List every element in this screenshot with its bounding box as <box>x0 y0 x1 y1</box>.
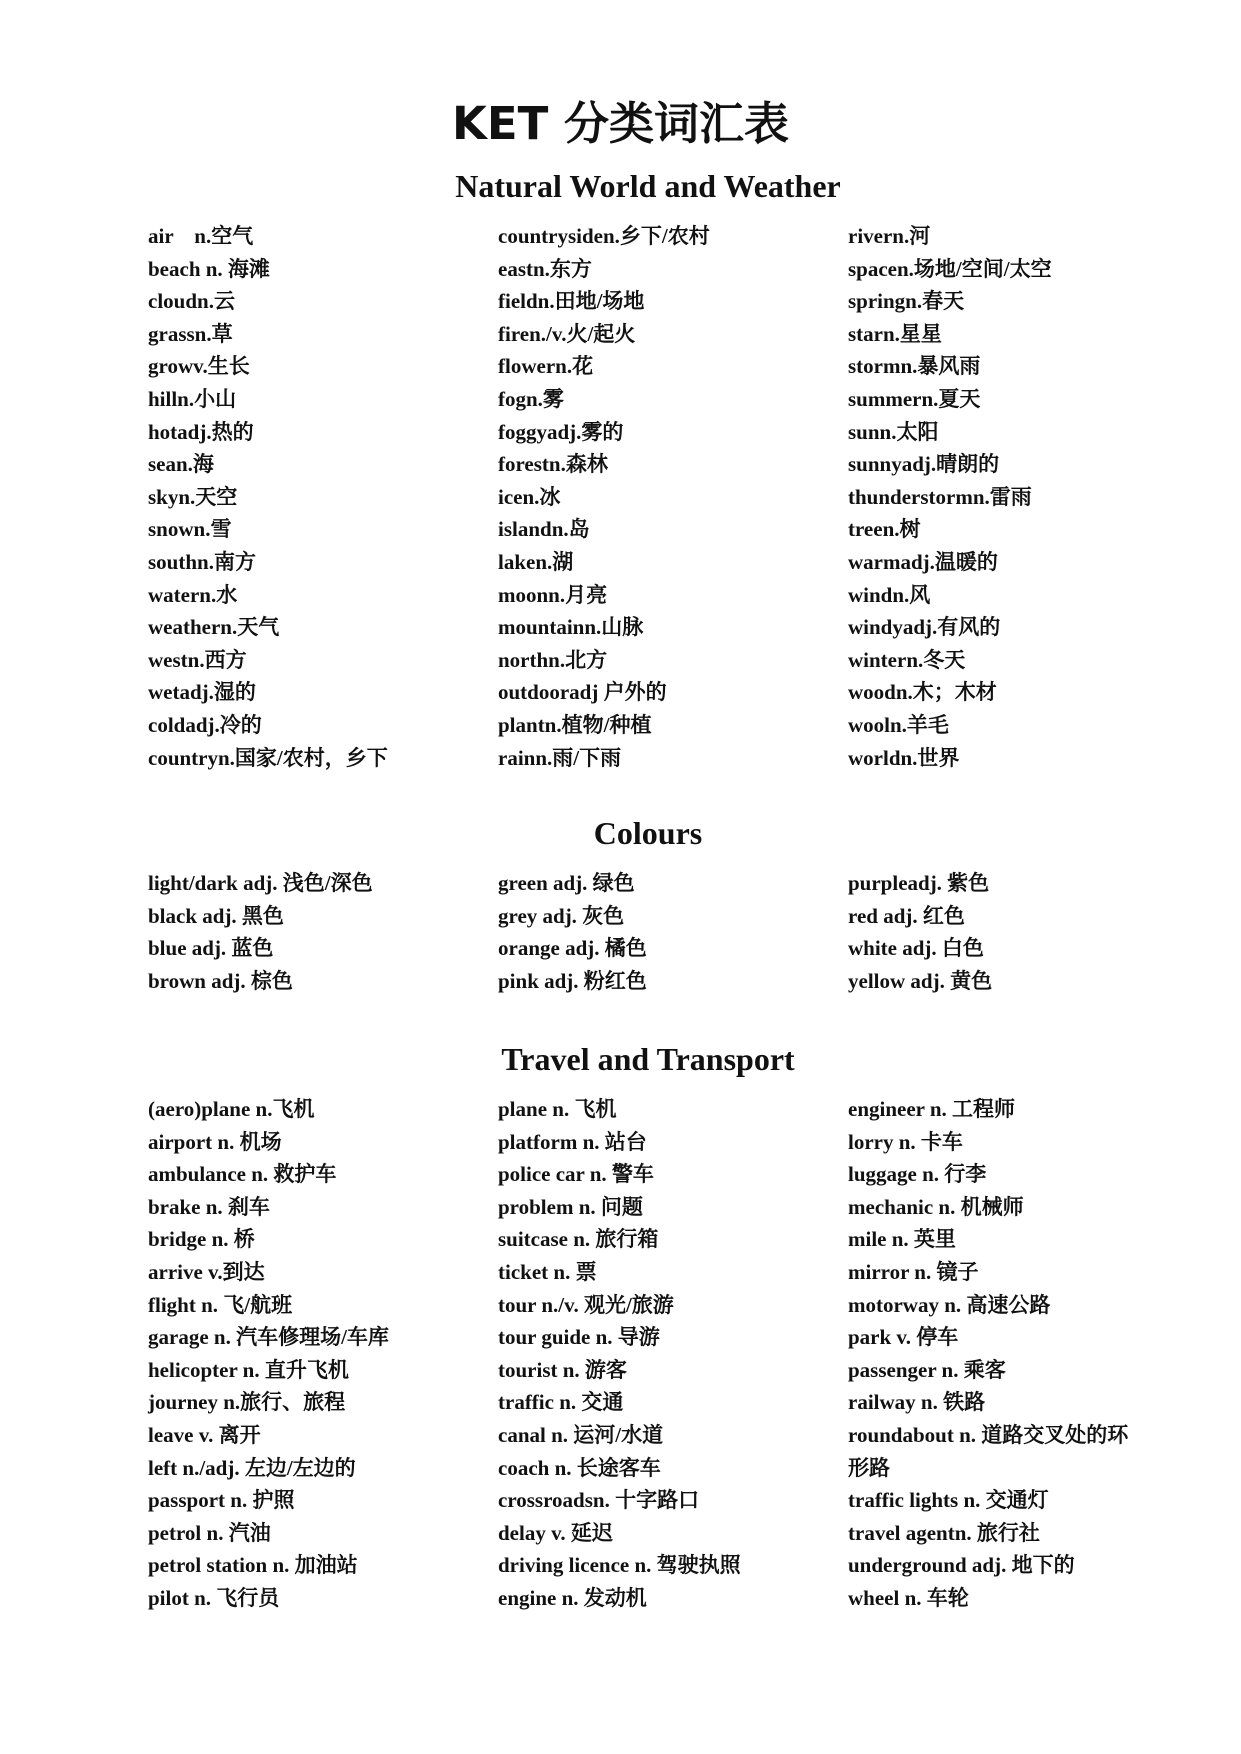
vocab-entry: left n./adj. 左边/左边的 <box>148 1455 356 1480</box>
vocab-entry: problem n. 问题 <box>498 1194 643 1219</box>
vocab-column-3 <box>848 1093 1148 1615</box>
vocab-entry: forestn.森林 <box>498 452 608 477</box>
vocab-entry: sean.海 <box>148 452 214 477</box>
vocab-entry: air n.空气 <box>148 224 254 248</box>
vocab-entry: travel agentn. 旅行社 <box>848 1520 1040 1545</box>
vocab-column-3 <box>848 220 1148 774</box>
vocab-entry: springn.春天 <box>848 289 965 314</box>
vocab-entry: light/dark adj. 浅色/深色 <box>148 871 373 895</box>
vocab-entry: petrol n. 汽油 <box>148 1520 271 1545</box>
vocab-entry: growv.生长 <box>148 354 250 379</box>
vocab-entry: rainn.雨/下雨 <box>498 745 622 770</box>
vocab-entry: flowern.花 <box>498 354 594 379</box>
vocab-entry: green adj. 绿色 <box>498 871 635 895</box>
vocab-entry: firen./v.火/起火 <box>498 321 636 346</box>
vocab-column-3 <box>848 867 1148 997</box>
vocab-entry: journey n.旅行、旅程 <box>148 1390 346 1415</box>
vocab-entry: underground adj. 地下的 <box>848 1553 1075 1578</box>
vocab-entry: mountainn.山脉 <box>498 615 644 640</box>
vocab-entry: islandn.岛 <box>498 517 590 542</box>
vocab-entry: stormn.暴风雨 <box>848 354 981 379</box>
vocab-entry: (aero)plane n.飞机 <box>148 1097 315 1121</box>
vocab-entry: southn.南方 <box>148 549 256 574</box>
vocab-entry: wheel n. 车轮 <box>848 1585 969 1610</box>
vocab-entry: plantn.植物/种植 <box>498 712 652 737</box>
vocab-entry: engineer n. 工程师 <box>848 1097 1016 1121</box>
vocab-columns <box>148 220 1148 780</box>
vocab-entry: tourist n. 游客 <box>498 1357 627 1382</box>
vocab-entry: tour n./v. 观光/旅游 <box>498 1292 674 1317</box>
vocab-columns <box>148 1093 1148 1633</box>
section-title: Natural World and Weather <box>455 168 841 204</box>
vocab-entry: canal n. 运河/水道 <box>498 1422 664 1447</box>
vocab-entry: beach n. 海滩 <box>148 256 270 281</box>
vocab-entry: red adj. 红色 <box>848 903 965 928</box>
vocab-entry: bridge n. 桥 <box>148 1227 255 1252</box>
vocab-entry: tour guide n. 导游 <box>498 1325 660 1350</box>
vocab-entry: motorway n. 高速公路 <box>848 1292 1051 1317</box>
vocab-entry: worldn.世界 <box>848 745 960 770</box>
vocab-entry: sunnyadj.晴朗的 <box>848 452 1000 477</box>
vocab-entry: railway n. 铁路 <box>848 1390 986 1415</box>
vocab-entry: laken.湖 <box>498 549 574 574</box>
vocab-column-1 <box>148 867 478 997</box>
vocab-entry: brake n. 刹车 <box>148 1194 270 1219</box>
vocab-entry: snown.雪 <box>148 517 232 542</box>
vocab-entry: countrysiden.乡下/农村 <box>498 224 710 248</box>
section-travel-transport <box>148 1037 1148 1633</box>
vocab-entry: westn.西方 <box>148 647 247 672</box>
vocab-entry: blue adj. 蓝色 <box>148 936 274 961</box>
vocab-entry: plane n. 飞机 <box>498 1097 617 1121</box>
vocab-entry: engine n. 发动机 <box>498 1585 647 1610</box>
vocab-entry: mirror n. 镜子 <box>848 1259 979 1284</box>
vocab-entry: sunn.太阳 <box>848 419 939 444</box>
vocab-entry: platform n. 站台 <box>498 1129 647 1154</box>
vocab-entry: roundabout n. 道路交叉处的环形路 <box>848 1422 1129 1480</box>
vocab-entry: orange adj. 橘色 <box>498 936 647 961</box>
vocab-entry: wintern.冬天 <box>848 647 966 672</box>
vocab-entry: flight n. 飞/航班 <box>148 1292 293 1317</box>
section-title: Travel and Transport <box>501 1041 795 1077</box>
page-title: KET 分类词汇表 <box>452 97 789 150</box>
vocab-entry: suitcase n. 旅行箱 <box>498 1227 659 1252</box>
vocab-entry: rivern.河 <box>848 224 931 248</box>
vocab-entry: northn.北方 <box>498 647 608 672</box>
vocab-entry: outdooradj 户外的 <box>498 680 667 705</box>
vocab-entry: moonn.月亮 <box>498 582 608 607</box>
vocab-entry: eastn.东方 <box>498 256 592 281</box>
vocab-entry: wooln.羊毛 <box>848 712 949 737</box>
vocab-entry: black adj. 黑色 <box>148 903 284 928</box>
vocab-entry: pilot n. 飞行员 <box>148 1585 280 1610</box>
vocab-entry: spacen.场地/空间/太空 <box>848 256 1052 281</box>
vocab-entry: fogn.雾 <box>498 386 564 411</box>
vocab-columns <box>148 867 1148 1007</box>
vocab-entry: skyn.天空 <box>148 484 238 509</box>
vocab-entry: yellow adj. 黄色 <box>848 968 993 993</box>
vocab-entry: traffic lights n. 交通灯 <box>848 1488 1049 1513</box>
vocab-column-1 <box>148 1093 478 1615</box>
vocab-entry: hilln.小山 <box>148 386 237 411</box>
section-colours <box>148 811 1148 1007</box>
vocab-entry: watern.水 <box>148 582 238 607</box>
vocab-entry: park v. 停车 <box>848 1325 959 1350</box>
vocab-entry: passenger n. 乘客 <box>848 1357 1006 1382</box>
vocab-column-2 <box>498 220 828 774</box>
vocab-entry: treen.树 <box>848 517 921 542</box>
vocab-entry: windn.风 <box>848 582 931 607</box>
vocab-entry: grassn.草 <box>148 321 233 346</box>
vocab-entry: crossroadsn. 十字路口 <box>498 1488 700 1513</box>
vocab-entry: coach n. 长途客车 <box>498 1455 661 1480</box>
vocab-entry: garage n. 汽车修理场/车库 <box>148 1325 389 1350</box>
vocab-entry: passport n. 护照 <box>148 1488 295 1513</box>
vocab-entry: fieldn.田地/场地 <box>498 289 645 314</box>
vocab-entry: ticket n. 票 <box>498 1259 597 1284</box>
vocab-entry: airport n. 机场 <box>148 1129 282 1154</box>
vocab-entry: luggage n. 行李 <box>848 1162 987 1187</box>
vocab-entry: petrol station n. 加油站 <box>148 1553 358 1578</box>
vocab-entry: helicopter n. 直升飞机 <box>148 1357 349 1382</box>
vocab-entry: foggyadj.雾的 <box>498 419 624 444</box>
vocab-column-2 <box>498 867 828 997</box>
vocab-entry: warmadj.温暖的 <box>848 549 998 574</box>
vocab-entry: pink adj. 粉红色 <box>498 968 647 993</box>
vocab-entry: weathern.天气 <box>148 615 280 640</box>
vocab-entry: coldadj.冷的 <box>148 712 262 737</box>
vocab-entry: starn.星星 <box>848 321 942 346</box>
vocab-entry: mechanic n. 机械师 <box>848 1194 1024 1219</box>
vocab-entry: white adj. 白色 <box>848 936 984 961</box>
vocab-entry: arrive v.到达 <box>148 1259 265 1284</box>
vocab-entry: summern.夏天 <box>848 386 981 411</box>
vocab-entry: cloudn.云 <box>148 289 235 314</box>
vocab-entry: purpleadj. 紫色 <box>848 871 990 895</box>
vocab-entry: hotadj.热的 <box>148 419 254 444</box>
vocab-entry: windyadj.有风的 <box>848 615 1001 640</box>
vocab-entry: wetadj.湿的 <box>148 680 256 705</box>
vocab-entry: leave v. 离开 <box>148 1422 261 1447</box>
section-title: Colours <box>593 815 703 851</box>
vocab-entry: ambulance n. 救护车 <box>148 1162 337 1187</box>
vocab-entry: traffic n. 交通 <box>498 1390 624 1415</box>
vocab-entry: police car n. 警车 <box>498 1162 654 1187</box>
vocab-entry: woodn.木；木材 <box>848 680 997 705</box>
vocab-entry: driving licence n. 驾驶执照 <box>498 1553 741 1578</box>
vocab-entry: lorry n. 卡车 <box>848 1129 963 1154</box>
vocab-entry: brown adj. 棕色 <box>148 968 293 993</box>
vocab-entry: delay v. 延迟 <box>498 1520 613 1545</box>
vocab-column-1 <box>148 220 478 774</box>
vocab-entry: thunderstormn.雷雨 <box>848 484 1032 509</box>
vocab-entry: countryn.国家/农村，乡下 <box>148 745 388 770</box>
vocab-entry: mile n. 英里 <box>848 1227 956 1252</box>
vocab-column-2 <box>498 1093 828 1615</box>
section-natural-world <box>148 164 1148 780</box>
vocab-entry: grey adj. 灰色 <box>498 903 625 928</box>
vocab-entry: icen.冰 <box>498 484 561 509</box>
